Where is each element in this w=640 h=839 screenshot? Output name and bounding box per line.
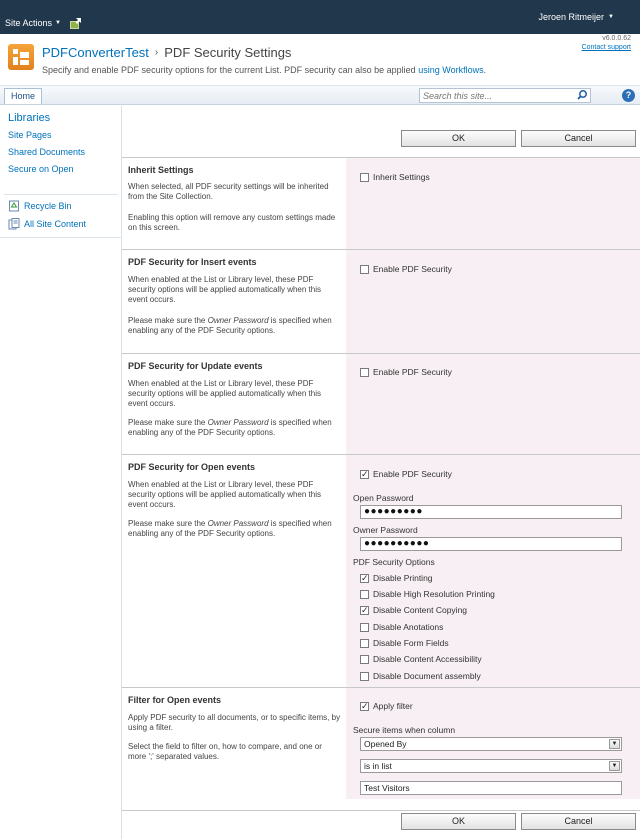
owner-password-field[interactable]: ●●●●●●●●●● bbox=[360, 537, 622, 551]
section-description: Please make sure the Owner Password is specified when enabling any of the PDF Security options. bbox=[128, 519, 332, 538]
open-password-field[interactable]: ●●●●●●●●● bbox=[360, 505, 622, 519]
ok-button[interactable]: OK bbox=[401, 813, 516, 830]
search-icon[interactable] bbox=[575, 89, 589, 102]
chevron-down-icon[interactable]: ▼ bbox=[609, 761, 620, 771]
checkbox-box[interactable] bbox=[360, 574, 369, 583]
page-description: Specify and enable PDF security options for the current List. PDF security can also be applied using Workflows. bbox=[42, 65, 487, 75]
tab-home[interactable]: Home bbox=[4, 88, 42, 104]
checkbox-label: Disable Content Copying bbox=[373, 605, 468, 615]
disable-anotations-checkbox[interactable] bbox=[360, 622, 443, 632]
select-value: is in list bbox=[364, 761, 392, 771]
version-number: v6.0.0.62 bbox=[602, 35, 631, 42]
filter-compare-select[interactable] bbox=[360, 759, 622, 773]
top-button-bar bbox=[122, 130, 640, 152]
section-open-events bbox=[122, 454, 640, 687]
chevron-down-icon[interactable]: ▼ bbox=[609, 739, 620, 749]
section-fields bbox=[346, 250, 640, 353]
section-insert-events bbox=[122, 249, 640, 353]
sidebar-item-secure-on-open[interactable]: Secure on Open bbox=[8, 164, 74, 174]
select-value: Opened By bbox=[364, 739, 407, 749]
section-description: Please make sure the Owner Password is specified when enabling any of the PDF Security options. bbox=[128, 316, 332, 335]
checkbox-box[interactable] bbox=[360, 606, 369, 615]
libraries-heading[interactable]: Libraries bbox=[8, 112, 51, 124]
section-inherit-settings bbox=[122, 157, 640, 249]
user-name: Jeroen Ritmeijer bbox=[538, 12, 605, 22]
bottom-button-bar bbox=[122, 810, 640, 832]
checkbox-box[interactable] bbox=[360, 639, 369, 648]
section-title: Inherit Settings bbox=[128, 165, 194, 175]
recycle-bin-label: Recycle Bin bbox=[24, 201, 72, 211]
checkbox-label: Enable PDF Security bbox=[373, 264, 452, 274]
section-title: PDF Security for Open events bbox=[128, 462, 256, 472]
checkbox-label: Apply filter bbox=[373, 701, 413, 711]
inherit-settings-checkbox[interactable] bbox=[360, 172, 430, 182]
checkbox-label: Disable Anotations bbox=[373, 622, 444, 632]
quick-launch bbox=[0, 106, 122, 839]
checkbox-label: Disable Document assembly bbox=[373, 671, 481, 681]
disable-document-assembly-checkbox[interactable] bbox=[360, 671, 481, 681]
all-site-content-link[interactable] bbox=[8, 218, 86, 230]
recycle-bin-icon bbox=[8, 200, 20, 212]
checkbox-box[interactable] bbox=[360, 368, 369, 377]
contact-support-link[interactable]: Contact support bbox=[581, 44, 631, 51]
title-area bbox=[0, 34, 640, 86]
all-site-content-label: All Site Content bbox=[24, 219, 87, 229]
disable-printing-checkbox[interactable] bbox=[360, 573, 433, 583]
section-title: PDF Security for Update events bbox=[128, 361, 263, 371]
chevron-down-icon: ▼ bbox=[608, 14, 614, 20]
version-info bbox=[582, 34, 631, 52]
section-title: PDF Security for Insert events bbox=[128, 257, 257, 267]
site-content-icon bbox=[8, 218, 20, 230]
section-fields bbox=[346, 354, 640, 454]
disable-form-fields-checkbox[interactable] bbox=[360, 638, 449, 648]
owner-password-label: Owner Password bbox=[353, 525, 418, 535]
checkbox-label: Disable Form Fields bbox=[373, 638, 449, 648]
checkbox-box[interactable] bbox=[360, 672, 369, 681]
section-description: Select the field to filter on, how to compare, and one or more ';' separated values. bbox=[128, 742, 322, 761]
disable-content-accessibility-checkbox[interactable] bbox=[360, 654, 482, 664]
section-title: Filter for Open events bbox=[128, 695, 222, 705]
section-fields bbox=[346, 455, 640, 687]
user-menu[interactable] bbox=[539, 12, 614, 22]
breadcrumb-separator: › bbox=[154, 47, 159, 58]
checkbox-label: Inherit Settings bbox=[373, 172, 430, 182]
search-box bbox=[419, 88, 591, 103]
site-logo-icon[interactable] bbox=[8, 44, 34, 70]
cancel-button[interactable]: Cancel bbox=[521, 813, 636, 830]
checkbox-label: Enable PDF Security bbox=[373, 367, 452, 377]
enable-pdf-security-update-checkbox[interactable] bbox=[360, 367, 452, 377]
filter-column-select[interactable] bbox=[360, 737, 622, 751]
secure-items-column-label: Secure items when column bbox=[353, 725, 456, 735]
sidebar-item-site-pages[interactable]: Site Pages bbox=[8, 130, 52, 140]
section-fields bbox=[346, 158, 640, 249]
checkbox-box[interactable] bbox=[360, 470, 369, 479]
filter-value-input[interactable]: Test Visitors bbox=[360, 781, 622, 795]
pdf-security-options-label: PDF Security Options bbox=[353, 557, 435, 567]
open-password-label: Open Password bbox=[353, 493, 414, 503]
section-description: Enabling this option will remove any custom settings made on this screen. bbox=[128, 213, 336, 232]
chevron-down-icon: ▼ bbox=[55, 20, 61, 26]
checkbox-label: Enable PDF Security bbox=[373, 469, 452, 479]
checkbox-box[interactable] bbox=[360, 623, 369, 632]
enable-pdf-security-open-checkbox[interactable] bbox=[360, 469, 452, 479]
checkbox-label: Disable Printing bbox=[373, 573, 433, 583]
sidebar-divider bbox=[4, 194, 118, 195]
section-update-events bbox=[122, 353, 640, 454]
top-nav-bar bbox=[0, 86, 640, 105]
section-description: When enabled at the List or Library level, these PDF security options will be applied automatically when this event occurs. bbox=[128, 379, 321, 408]
checkbox-box[interactable] bbox=[360, 173, 369, 182]
section-description: When enabled at the List or Library level, these PDF security options will be applied automatically when this event occurs. bbox=[128, 275, 321, 304]
site-actions-label: Site Actions bbox=[5, 18, 53, 28]
breadcrumb-site-link[interactable]: PDFConverterTest bbox=[42, 45, 149, 60]
help-icon[interactable]: ? bbox=[622, 89, 635, 102]
cancel-button[interactable]: Cancel bbox=[521, 130, 636, 147]
checkbox-box[interactable] bbox=[360, 265, 369, 274]
section-filter-open-events bbox=[122, 687, 640, 799]
workflows-link[interactable]: using Workflows bbox=[418, 65, 484, 75]
checkbox-label: Disable Content Accessibility bbox=[373, 654, 482, 664]
apply-filter-checkbox[interactable] bbox=[360, 701, 413, 711]
checkbox-label: Disable High Resolution Printing bbox=[373, 589, 495, 599]
sidebar-divider bbox=[0, 237, 122, 238]
navigate-up-icon[interactable] bbox=[70, 18, 82, 29]
checkbox-box[interactable] bbox=[360, 702, 369, 711]
section-fields bbox=[346, 688, 640, 799]
section-description: When enabled at the List or Library level, these PDF security options will be applied automatically when this event occurs. bbox=[128, 480, 321, 509]
enable-pdf-security-insert-checkbox[interactable] bbox=[360, 264, 452, 274]
disable-content-copying-checkbox[interactable] bbox=[360, 605, 467, 615]
section-description: Apply PDF security to all documents, or to specific items, by using a filter. bbox=[128, 713, 341, 732]
checkbox-box[interactable] bbox=[360, 590, 369, 599]
section-description: When selected, all PDF security settings will be inherited from the Site Collection. bbox=[128, 182, 329, 201]
ok-button[interactable]: OK bbox=[401, 130, 516, 147]
section-description: Please make sure the Owner Password is specified when enabling any of the PDF Security options. bbox=[128, 418, 332, 437]
disable-high-resolution-printing-checkbox[interactable] bbox=[360, 589, 495, 599]
search-input[interactable] bbox=[420, 89, 575, 102]
sidebar-item-shared-documents[interactable]: Shared Documents bbox=[8, 147, 86, 157]
page-title: PDF Security Settings bbox=[164, 45, 292, 60]
breadcrumb bbox=[42, 45, 291, 60]
recycle-bin-link[interactable] bbox=[8, 200, 72, 212]
site-actions-menu[interactable] bbox=[5, 18, 61, 28]
top-bar bbox=[0, 0, 640, 34]
checkbox-box[interactable] bbox=[360, 655, 369, 664]
